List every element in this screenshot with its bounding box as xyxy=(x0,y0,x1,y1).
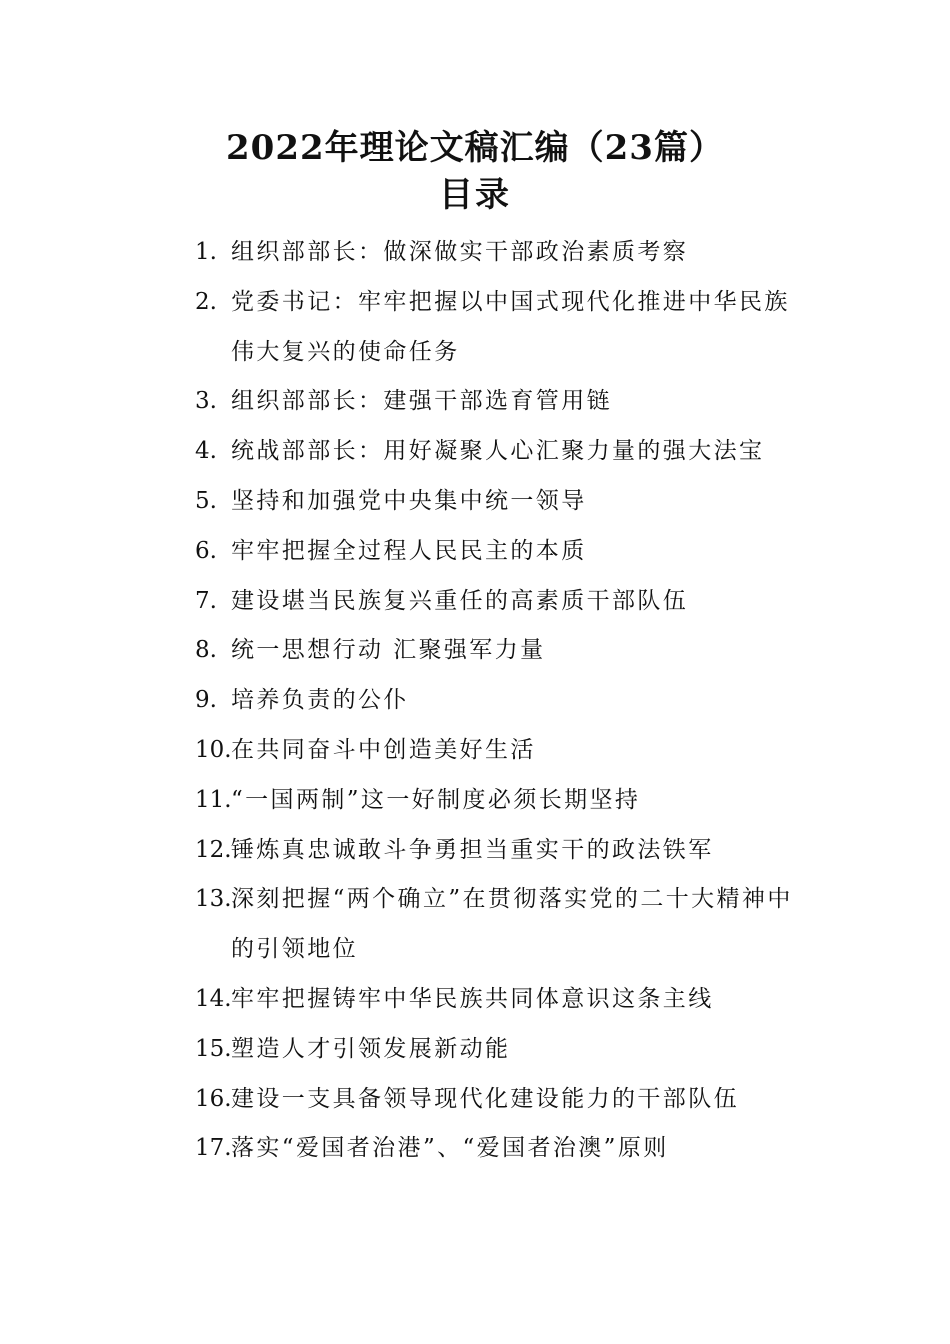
toc-item-3 xyxy=(195,377,805,427)
toc-item-11 xyxy=(195,776,805,826)
toc-item-number: 5. xyxy=(195,487,217,514)
toc-item-number: 1. xyxy=(195,239,217,265)
toc-item-number: 2. xyxy=(195,288,217,315)
toc-item-6 xyxy=(195,527,805,577)
toc-item-text: 建设一支具备领导现代化建设能力的干部队伍 xyxy=(231,1085,739,1112)
document-title: 2022年理论文稿汇编（23篇） xyxy=(226,128,724,168)
toc-item-number: 16. xyxy=(195,1085,232,1112)
toc-item-5 xyxy=(195,477,805,527)
toc-item-8 xyxy=(195,626,805,676)
toc-item-4 xyxy=(195,427,805,477)
toc-item-number: 9. xyxy=(195,687,217,714)
table-of-contents xyxy=(195,228,805,1174)
toc-item-14 xyxy=(195,975,805,1025)
toc-item-1 xyxy=(195,228,805,278)
toc-item-2 xyxy=(195,278,805,378)
toc-item-10 xyxy=(195,726,805,776)
toc-item-number: 10. xyxy=(195,736,232,763)
toc-item-number: 12. xyxy=(195,836,232,863)
toc-item-text: 深刻把握“两个确立”在贯彻落实党的二十大精神中的引领地位 xyxy=(231,886,793,963)
toc-item-number: 15. xyxy=(195,1035,232,1062)
toc-item-number: 13. xyxy=(195,886,232,913)
toc-item-7 xyxy=(195,577,805,627)
toc-item-text: 组织部部长：建强干部选育管用链 xyxy=(231,388,612,415)
toc-item-number: 3. xyxy=(195,388,217,415)
toc-item-text: 牢牢把握铸牢中华民族共同体意识这条主线 xyxy=(231,985,714,1012)
toc-item-text: 培养负责的公仆 xyxy=(231,687,409,714)
toc-item-text: 建设堪当民族复兴重任的高素质干部队伍 xyxy=(231,587,689,614)
toc-item-text: 组织部部长：做深做实干部政治素质考察 xyxy=(231,239,689,265)
toc-item-text: 锤炼真忠诚敢斗争勇担当重实干的政法铁军 xyxy=(231,836,714,863)
toc-item-text: 塑造人才引领发展新动能 xyxy=(231,1035,511,1062)
toc-item-12 xyxy=(195,826,805,876)
toc-item-number: 8. xyxy=(195,637,217,664)
toc-item-text: 落实“爱国者治港”、“爱国者治澳”原则 xyxy=(231,1135,669,1162)
toc-item-text: 在共同奋斗中创造美好生活 xyxy=(231,736,536,763)
toc-item-number: 4. xyxy=(195,438,217,465)
toc-item-text: “一国两制”这一好制度必须长期坚持 xyxy=(231,786,641,813)
toc-heading: 目录 xyxy=(439,175,511,215)
toc-item-number: 7. xyxy=(195,587,217,614)
toc-item-text: 统一思想行动 汇聚强军力量 xyxy=(231,637,546,664)
toc-item-text: 统战部部长：用好凝聚人心汇聚力量的强大法宝 xyxy=(231,438,765,465)
toc-item-number: 17. xyxy=(195,1135,232,1162)
toc-item-16 xyxy=(195,1075,805,1125)
toc-item-number: 14. xyxy=(195,985,232,1012)
toc-item-number: 6. xyxy=(195,537,217,564)
toc-item-text: 党委书记：牢牢把握以中国式现代化推进中华民族伟大复兴的使命任务 xyxy=(231,288,790,365)
toc-item-17 xyxy=(195,1124,805,1174)
toc-item-number: 11. xyxy=(195,786,232,813)
toc-item-13 xyxy=(195,875,805,975)
toc-item-text: 牢牢把握全过程人民民主的本质 xyxy=(231,537,587,564)
toc-item-15 xyxy=(195,1025,805,1075)
toc-item-9 xyxy=(195,676,805,726)
toc-item-text: 坚持和加强党中央集中统一领导 xyxy=(231,487,587,514)
